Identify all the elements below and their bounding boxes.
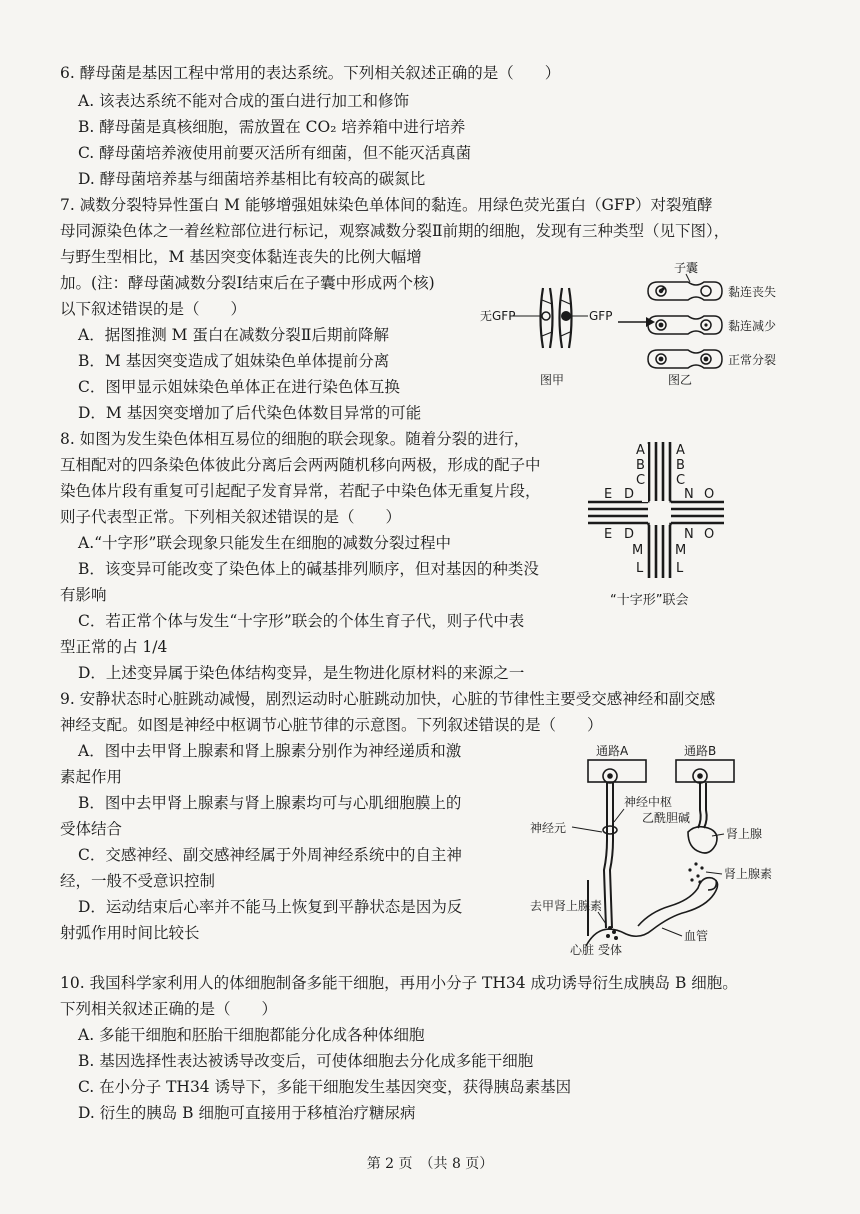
q10-stem-line: 10. 我国科学家利用人的体细胞制备多能干细胞，再用小分子 TH34 成功诱导衍生成胰岛 B 细胞。 (60, 974, 738, 992)
label-epinephrine: 肾上腺素 (724, 867, 773, 881)
q10-stem-line: 下列相关叙述正确的是（ ） (60, 1000, 278, 1018)
gene-label: D (624, 527, 635, 542)
label-adrenal: 肾上腺 (726, 827, 763, 841)
centromere-unlabeled (542, 312, 550, 320)
gene-label: O (704, 527, 715, 542)
q6-option-c: C. 酵母菌培养液使用前要灭活所有细菌，但不能灭活真菌 (78, 144, 472, 162)
label-heart: 心脏 (570, 943, 595, 956)
q9-option-a: A．图中去甲肾上腺素和肾上腺素分别作为神经递质和激 (78, 742, 462, 760)
gene-label: N (684, 527, 694, 542)
label-vessel: 血管 (684, 929, 709, 943)
gene-label: C (636, 473, 646, 488)
cross-chromosomes (588, 442, 724, 578)
adrenal-gland (688, 827, 717, 853)
q9-option-d: D．运动结束后心率并不能马上恢复到平静状态是因为反 (78, 898, 463, 916)
q9-option-c-cont: 经，一般不受意识控制 (60, 872, 216, 890)
caption-fig-b: 图乙 (668, 373, 693, 387)
q8-option-b: B．该变异可能改变了染色体上的碱基排列顺序，但对基因的种类没 (78, 560, 539, 578)
cross-caption: “十字形”联会 (610, 593, 689, 608)
gene-label: N (684, 487, 694, 502)
label-no-gfp: 无GFP (480, 309, 516, 323)
q6-option-d: D. 酵母菌培养基与细菌培养基相比有较高的碳氮比 (78, 170, 426, 188)
gene-label: E (604, 487, 613, 502)
gene-label: B (636, 458, 645, 473)
q8-stem-line: 互相配对的四条染色体彼此分离后会两两随机移向两极，形成的配子中 (60, 456, 541, 474)
q7-option-c: C．图甲显示姐妹染色单体正在进行染色体互换 (78, 378, 400, 396)
q9-option-d-cont: 射弧作用时间比较长 (60, 924, 200, 942)
gene-label: L (676, 561, 684, 576)
q6-stem: 6. 酵母菌是基因工程中常用的表达系统。下列相关叙述正确的是（ ） (60, 64, 561, 82)
label-case-3: 正常分裂 (728, 353, 777, 367)
label-norepinephrine: 去甲肾上腺素 (530, 899, 603, 913)
q8-option-b-cont: 有影响 (60, 586, 107, 604)
q9-figure (530, 740, 790, 956)
gene-label: E (604, 527, 613, 542)
gene-label: C (676, 473, 686, 488)
q9-option-a-cont: 素起作用 (60, 768, 123, 786)
label-gfp: GFP (589, 309, 613, 323)
label-case-2: 黏连减少 (728, 319, 777, 333)
gene-label: D (624, 487, 635, 502)
q7-stem-line: 7. 减数分裂特异性蛋白 M 能够增强姐妹染色单体间的黏连。用绿色荧光蛋白（GFP）对裂殖酵 (60, 196, 713, 214)
gene-label: A (676, 443, 685, 458)
q7-stem-line: 以下叙述错误的是（ ） (60, 300, 247, 318)
q9-option-c: C．交感神经、副交感神经属于外周神经系统中的自主神 (78, 846, 462, 864)
gene-label: A (636, 443, 645, 458)
label-ascus: 子囊 (674, 261, 699, 275)
q9-option-b: B．图中去甲肾上腺素与肾上腺素均可与心肌细胞膜上的 (78, 794, 462, 812)
q9-stem-line: 神经支配。如图是神经中枢调节心脏节律的示意图。下列叙述错误的是（ ） (60, 716, 603, 734)
caption-fig-a: 图甲 (540, 373, 565, 387)
q8-stem-line: 染色体片段有重复可引起配子发育异常，若配子中染色体无重复片段， (60, 482, 541, 500)
q8-option-c-cont: 型正常的占 1/4 (60, 638, 168, 656)
page-number: 第 2 页 （共 8 页） (366, 1156, 494, 1172)
q10-option-c: C. 在小分子 TH34 诱导下，多能干细胞发生基因突变，获得胰岛素基因 (78, 1078, 572, 1096)
gene-label: M (675, 543, 687, 558)
q7-stem-line: 与野生型相比，M 基因突变体黏连丧失的比例大幅增 (60, 248, 422, 266)
gene-label: M (632, 543, 644, 558)
q6-option-b: B. 酵母菌是真核细胞，需放置在 CO₂ 培养箱中进行培养 (78, 118, 466, 136)
q7-option-b: B．M 基因突变造成了姐妹染色单体提前分离 (78, 352, 390, 370)
label-ach: 乙酰胆碱 (642, 811, 691, 825)
q7-stem-line: 母同源染色体之一着丝粒部位进行标记，观察减数分裂Ⅱ前期的细胞，发现有三种类型（见下图）， (60, 222, 730, 240)
centromere-gfp (561, 311, 571, 321)
q8-stem-line: 则子代表型正常。下列相关叙述错误的是（ ） (60, 508, 402, 526)
q6-option-a: A. 该表达系统不能对合成的蛋白进行加工和修饰 (78, 92, 410, 110)
q7-figure (478, 260, 778, 390)
q7-stem-line: 加。(注：酵母菌减数分裂Ⅰ结束后在子囊中形成两个核) (60, 274, 435, 292)
pathway-a-label: 通路A (596, 744, 629, 758)
q8-stem-line: 8. 如图为发生染色体相互易位的细胞的联会现象。随着分裂的进行， (60, 430, 530, 448)
pathway-b-label: 通路B (684, 744, 717, 758)
q10-option-b: B. 基因选择性表达被诱导改变后，可使体细胞去分化成多能干细胞 (78, 1052, 534, 1070)
label-neuron: 神经元 (530, 821, 567, 835)
label-center: 神经中枢 (624, 795, 673, 809)
q8-option-a: A.“十字形”联会现象只能发生在细胞的减数分裂过程中 (78, 534, 451, 552)
q8-option-c: C．若正常个体与发生“十字形”联会的个体生育子代，则子代中表 (78, 612, 525, 630)
q8-option-d: D．上述变异属于染色体结构变异，是生物进化原材料的来源之一 (78, 664, 525, 682)
gene-label: B (676, 458, 685, 473)
q9-stem-line: 9. 安静状态时心脏跳动减慢，剧烈运动时心脏跳动加快，心脏的节律性主要受交感神经和副交感 (60, 690, 716, 708)
q8-cross-figure (586, 438, 726, 614)
q10-option-a: A. 多能干细胞和胚胎干细胞都能分化成各种体细胞 (78, 1026, 425, 1044)
q7-option-d: D．M 基因突变增加了后代染色体数目异常的可能 (78, 404, 422, 422)
label-case-1: 黏连丧失 (728, 285, 777, 299)
label-receptor: 受体 (598, 943, 623, 956)
gene-label: O (704, 487, 715, 502)
q10-option-d: D. 衍生的胰岛 B 细胞可直接用于移植治疗糖尿病 (78, 1104, 416, 1122)
neuron-a-cell-body (603, 769, 707, 783)
gene-label: L (636, 561, 644, 576)
q7-option-a: A．据图推测 M 蛋白在减数分裂Ⅱ后期前降解 (78, 326, 389, 344)
q9-option-b-cont: 受体结合 (60, 820, 123, 838)
